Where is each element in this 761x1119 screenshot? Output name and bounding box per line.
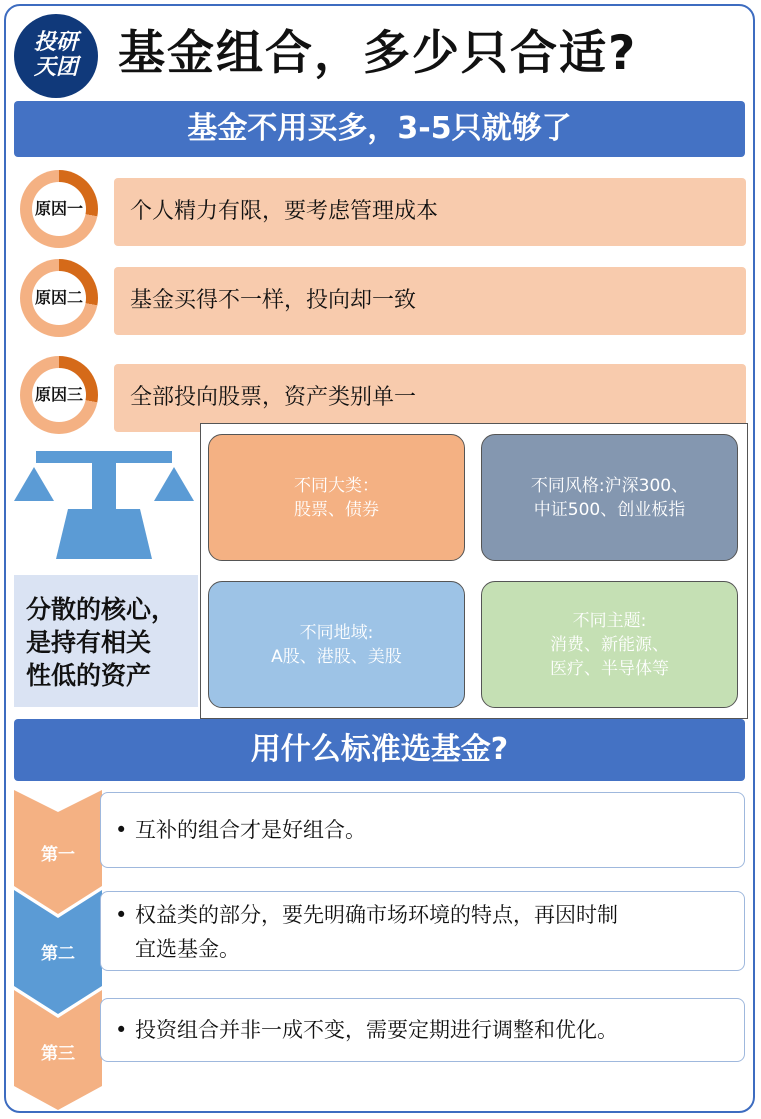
bullet-icon: • [115, 903, 128, 927]
core-text-line: 性低的资产 [26, 661, 152, 690]
logo-line1: 投研 [33, 30, 78, 55]
criteria-text: 宜选基金。 [135, 937, 240, 961]
criteria-text: 互补的组合才是好组合。 [135, 818, 366, 842]
reason-donut-icon [20, 356, 98, 434]
category-style [481, 434, 738, 561]
category-theme [481, 581, 738, 708]
criteria-item [100, 891, 745, 971]
criteria-item [100, 998, 745, 1062]
section-banner-count: 基金不用买多，3-5只就够了 [14, 101, 745, 157]
step-label: 第一 [41, 845, 75, 865]
category-line: 消费、新能源、 [550, 634, 669, 655]
bullet-icon: • [115, 818, 128, 842]
category-line: 股票、债券 [294, 499, 379, 520]
page-title: 基金组合，多少只合适? [118, 26, 638, 81]
reason-donut-icon [20, 170, 98, 248]
category-region [208, 581, 465, 708]
balance-scale-icon [14, 447, 194, 561]
section-banner-criteria: 用什么标准选基金? [14, 719, 745, 781]
logo [14, 14, 98, 98]
category-asset-class [208, 434, 465, 561]
step-label: 第三 [41, 1044, 75, 1064]
reason-label: 原因三 [34, 385, 83, 404]
criteria-text: 权益类的部分，要先明确市场环境的特点，再因时制 [135, 903, 618, 927]
category-line: 不同地域: [299, 622, 374, 643]
reason-text: 全部投向股票，资产类别单一 [114, 364, 746, 432]
category-line: 不同风格:沪深300、 [530, 475, 689, 496]
reason-text: 个人精力有限，要考虑管理成本 [114, 178, 746, 246]
criteria-item [100, 792, 745, 868]
step-label: 第二 [41, 944, 75, 964]
reason-text: 基金买得不一样，投向却一致 [114, 267, 746, 335]
bullet-icon: • [115, 1018, 128, 1042]
core-text-line: 是持有相关 [26, 628, 152, 657]
category-line: 不同主题: [572, 610, 647, 631]
category-line: 医疗、半导体等 [550, 658, 669, 679]
core-text-line: 分散的核心， [26, 595, 177, 624]
category-line: 中证500、创业板指 [533, 499, 686, 520]
core-text-box [14, 575, 198, 707]
logo-line2: 天团 [33, 55, 78, 80]
reason-donut-icon [20, 259, 98, 337]
reason-label: 原因二 [34, 288, 83, 307]
category-line: 不同大类： [294, 475, 379, 496]
criteria-text: 投资组合并非一成不变，需要定期进行调整和优化。 [135, 1018, 618, 1042]
diversification-grid [200, 423, 748, 719]
reason-label: 原因一 [34, 199, 83, 218]
category-line: A股、港股、美股 [271, 646, 402, 667]
